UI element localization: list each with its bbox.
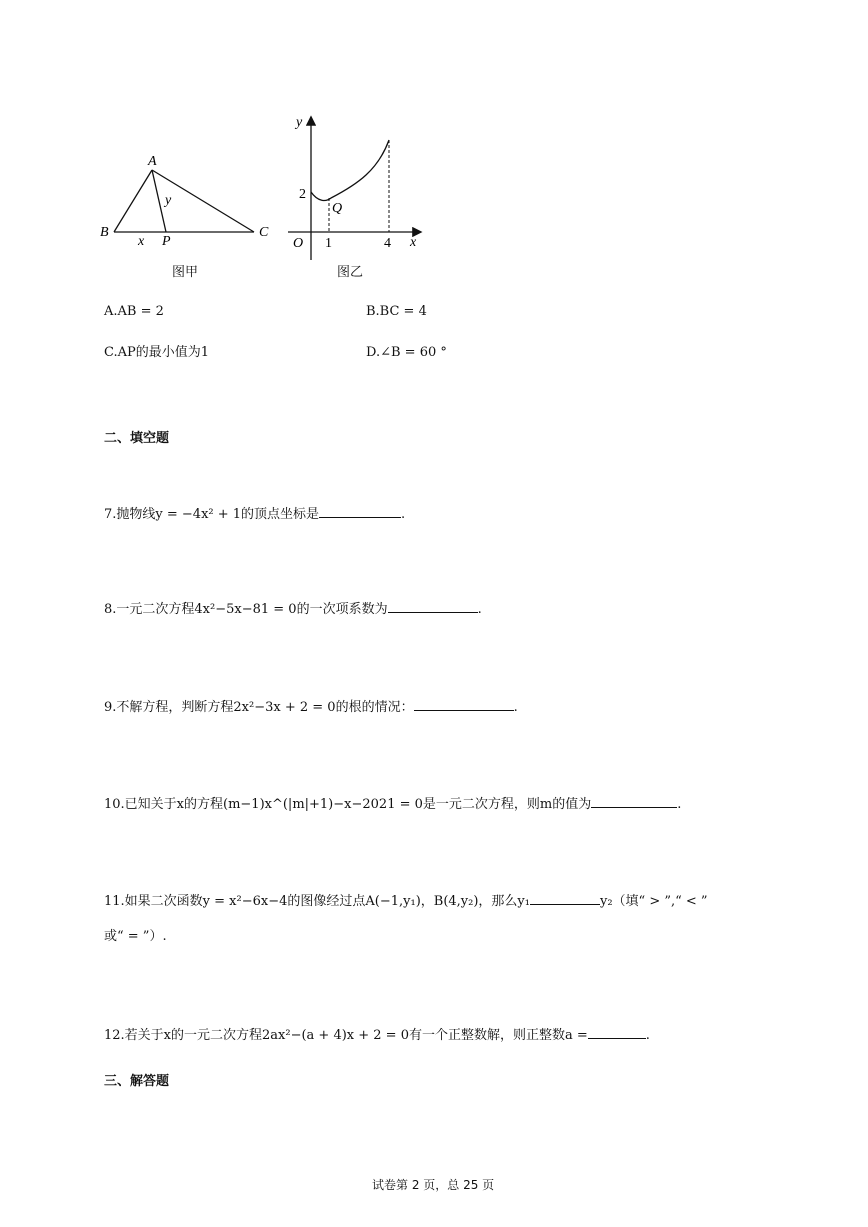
- q10-answer-blank[interactable]: [591, 793, 677, 808]
- q9-end: .: [513, 700, 518, 715]
- question-11: [104, 890, 708, 911]
- option-d: D.∠B = 60 °: [366, 345, 447, 360]
- yi-x-tick-4: 4: [384, 236, 391, 251]
- q10-end: .: [677, 797, 682, 812]
- q8-answer-blank[interactable]: [388, 598, 478, 613]
- figure-yi-caption: 图乙: [337, 265, 364, 280]
- section-title-fill-in: 二、填空题: [104, 431, 170, 446]
- q7-text: 7.抛物线y = −4x² + 1的顶点坐标是: [104, 507, 320, 522]
- option-a: A.AB = 2: [104, 304, 164, 319]
- question-12: [104, 1024, 650, 1045]
- figure-yi: [288, 110, 428, 265]
- label-x: x: [138, 234, 145, 248]
- q12-answer-blank[interactable]: [588, 1024, 646, 1039]
- q8-end: .: [477, 602, 482, 617]
- yi-Q-label: Q: [332, 201, 343, 216]
- label-y: y: [165, 193, 172, 208]
- q12-end: .: [645, 1028, 650, 1043]
- yi-y-axis-label: y: [296, 115, 303, 130]
- question-11-line-2: 或“ = ”）.: [104, 929, 167, 944]
- question-10: [104, 793, 681, 814]
- option-c: C.AP的最小值为1: [104, 345, 210, 360]
- q12-text: 12.若关于x的一元二次方程2ax²−(a + 4)x + 2 = 0有一个正整数解，则正整数a =: [104, 1028, 588, 1043]
- option-b: B.BC = 4: [366, 304, 427, 319]
- q11-answer-blank[interactable]: [530, 890, 600, 905]
- yi-x-axis-label: x: [410, 235, 417, 250]
- q7-end: .: [401, 507, 406, 522]
- label-C: C: [259, 225, 269, 240]
- figure-jia-caption: 图甲: [172, 265, 199, 280]
- q11-text: 11.如果二次函数y = x²−6x−4的图像经过点A(−1,y₁)，B(4,y₂)，那么y₁: [104, 894, 530, 909]
- question-8: [104, 598, 482, 619]
- q7-answer-blank[interactable]: [319, 503, 401, 518]
- q10-text: 10.已知关于x的方程(m−1)x^(|m|+1)−x−2021 = 0是一元二次方程，则m的值为: [104, 797, 592, 812]
- label-A: A: [148, 154, 157, 169]
- q8-text: 8.一元二次方程4x²−5x−81 = 0的一次项系数为: [104, 602, 388, 617]
- page-footer: 试卷第 2 页，总 25 页: [372, 1178, 495, 1192]
- label-B: B: [100, 225, 109, 240]
- question-9: [104, 696, 518, 717]
- q9-answer-blank[interactable]: [414, 696, 514, 711]
- yi-origin-label: O: [293, 236, 304, 251]
- yi-x-tick-1: 1: [325, 236, 332, 251]
- q11-text-tail: y₂（填“ > ”,“ < ”: [599, 894, 708, 909]
- question-7: [104, 503, 405, 524]
- figure-jia: [96, 148, 286, 248]
- q9-text: 9.不解方程，判断方程2x²−3x + 2 = 0的根的情况：: [104, 700, 414, 715]
- yi-y-tick: 2: [299, 187, 306, 202]
- label-P: P: [162, 234, 171, 248]
- section-title-answer: 三、解答题: [104, 1074, 170, 1089]
